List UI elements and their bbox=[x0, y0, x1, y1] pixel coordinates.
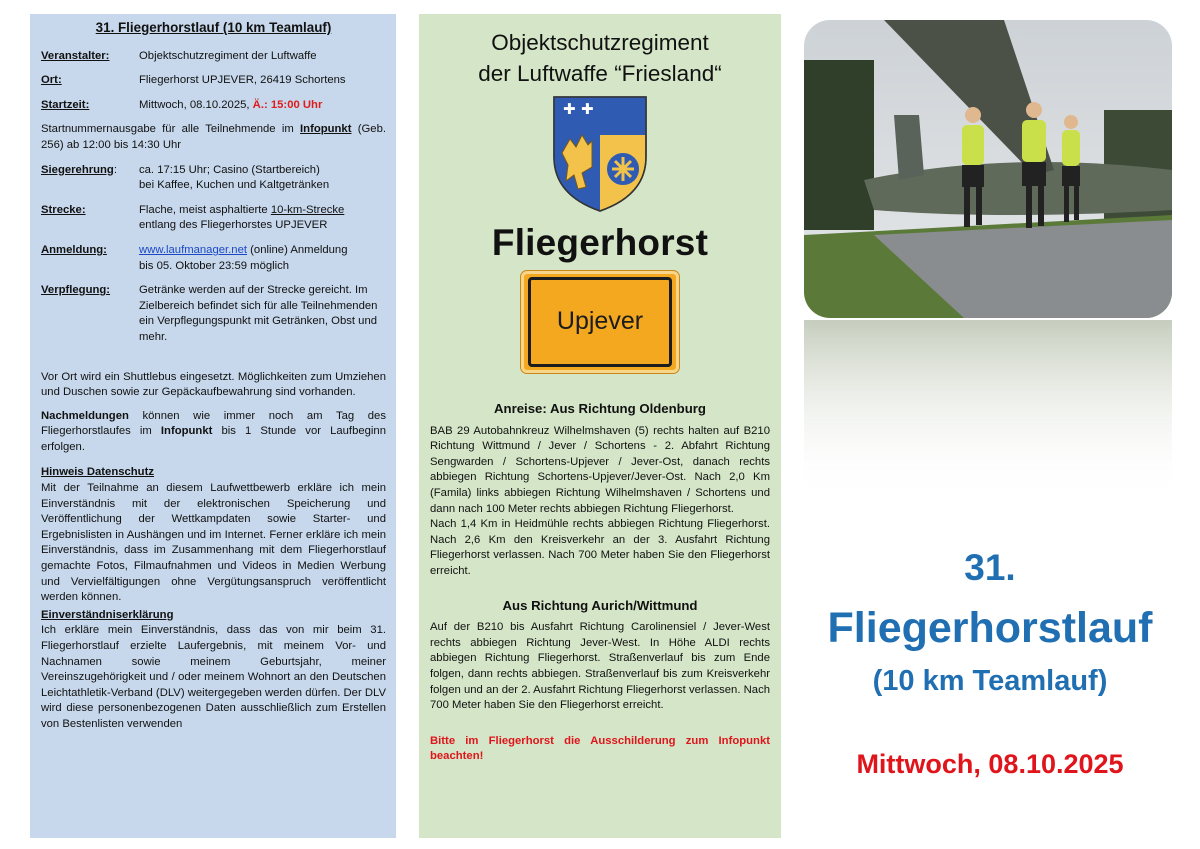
nachmeldung-infopunkt: Infopunkt bbox=[160, 425, 213, 438]
verpflegung-row bbox=[41, 283, 386, 345]
nachmeldung-post: bis 1 Stunde vor Laufbeginn erfolgen. bbox=[41, 425, 386, 453]
veranstalter-value: Objektschutzregiment der Luftwaffe bbox=[139, 49, 317, 62]
datenschutz-text: Mit der Teilnahme an diesem Laufwettbewerb erkläre ich mein Einverständnis mit der elektronischen Speicherung und Veröffentlichung der Wettkampdaten sowie Starter- und Ergebnislisten in Aushängen und im Internet. Ferner erkläre ich mein Einverständnis, dass im Zusammenhang mit dem Fliegerhorstlauf gemachte Fotos, Filmaufnahmen und Videos in Medien Werbung und Vervielfältigungen ohne Vergütungsanspruch veröffentlicht werden können. bbox=[41, 482, 386, 604]
anmeldung-value bbox=[139, 243, 386, 274]
photo-reflection-image bbox=[804, 320, 1172, 498]
event-subtitle: (10 km Teamlauf) bbox=[872, 665, 1108, 697]
strecke-distance: 10-km-Strecke bbox=[270, 203, 345, 216]
anmeldung-line1 bbox=[139, 243, 386, 259]
ort-label: Ort: bbox=[41, 74, 62, 87]
strecke-line2: entlang des Fliegerhorstes UPJEVER bbox=[139, 219, 328, 232]
infopunkt-label: Infopunkt bbox=[300, 123, 352, 136]
startzeit-label: Startzeit: bbox=[41, 98, 90, 111]
siegerehrung-line2: bei Kaffee, Kuchen und Kaltgetränken bbox=[139, 179, 330, 192]
runners-photo-image bbox=[804, 20, 1172, 318]
event-title: 31. Fliegerhorstlauf (10 km Teamlauf) bbox=[95, 20, 332, 35]
middle-panel bbox=[419, 14, 781, 838]
veranstalter-row bbox=[41, 49, 386, 65]
siegerehrung-value bbox=[139, 163, 386, 194]
ort-row bbox=[41, 73, 386, 89]
startnummer-post: (Geb. 256) ab 12:00 bis 14:30 Uhr bbox=[41, 123, 387, 151]
anreise-oldenburg-title: Anreise: Aus Richtung Oldenburg bbox=[494, 401, 706, 416]
regiment-title-line2: der Luftwaffe “Friesland“ bbox=[478, 61, 722, 86]
startnummer-text bbox=[41, 122, 386, 153]
laufmanager-link[interactable]: www.laufmanager.net bbox=[139, 243, 248, 256]
infopunkt-notice: Bitte im Fliegerhorst die Ausschilderung zum Infopunkt beachten! bbox=[430, 734, 770, 763]
ort-value: Fliegerhorst UPJEVER, 26419 Schortens bbox=[139, 74, 346, 87]
svg-text:✚: ✚ bbox=[563, 100, 576, 118]
photo-reflection bbox=[804, 320, 1172, 498]
verpflegung-label: Verpflegung: bbox=[41, 284, 111, 297]
siegerehrung-label-wrap bbox=[41, 163, 139, 194]
fliegerhorst-heading: Fliegerhorst bbox=[491, 222, 709, 263]
shuttle-text: Vor Ort wird ein Shuttlebus eingesetzt. Möglichkeiten zum Umziehen und Duschen sowie zur Gepäckaufbewahrung sind vorhanden. bbox=[41, 370, 386, 399]
nachmeldung-mid: können wie immer noch am Tag des Fliegerhorstlaufes im bbox=[41, 409, 386, 438]
edition-number: 31. bbox=[964, 547, 1016, 588]
anreise-aurich-text: Auf der B210 bis Ausfahrt Richtung Carolinensiel / Jever-West rechts abbiegen Richtung Jever-West. In Höhe ALDI rechts abbiegen Richtung Fliegerhorst. Straßenverlauf bis zum Ende folgen, dann rechts abbiegen. Straßenverlauf bis zum Kreisverkehr folgen und an der 2. Ausfahrt Richtung Fliegerhorst verlassen. Nach 700 Meter haben Sie den Fliegerhorst erreicht. bbox=[430, 621, 770, 712]
anmeldung-line2: bis 05. Oktober 23:59 möglich bbox=[139, 259, 290, 272]
anreise-aurich-title: Aus Richtung Aurich/Wittmund bbox=[502, 597, 698, 613]
strecke-value bbox=[139, 203, 386, 234]
regiment-title-line1: Objektschutzregiment bbox=[491, 30, 709, 55]
event-date: Mittwoch, 08.10.2025 bbox=[856, 749, 1124, 779]
siegerehrung-colon: : bbox=[113, 163, 117, 176]
left-panel bbox=[30, 14, 396, 838]
strecke-pre: Flache, meist asphaltierte bbox=[139, 203, 271, 216]
einverstaendnis-text: Ich erkläre mein Einverständnis, dass das von mir beim 31. Fliegerhorstlauf erzielte Laufergebnis, mit meinem Vor- und Nachnamen sowie meinem Geburtsjahr, meiner Vereinszugehörigkeit und / oder meinem Wohnort an den Deutschen Leichtathletik-Verband (DLV) weitergegeben werden dürfen. Der DLV wird diese personenbezogenen Daten ausschließlich zum Erstellen von Bestenlisten verwenden bbox=[41, 624, 386, 730]
svg-text:✚: ✚ bbox=[581, 100, 594, 118]
startzeit-value bbox=[139, 98, 386, 114]
nachmeldung-text bbox=[41, 409, 386, 456]
siegerehrung-row bbox=[41, 163, 386, 194]
datenschutz-title: Hinweis Datenschutz bbox=[41, 466, 154, 479]
anreise-oldenburg-p1: BAB 29 Autobahnkreuz Wilhelmshaven (5) rechts halten auf B210 Richtung Wittmund / Jever / Schortens - 2. Abfahrt Richtung Sengwarden / Schortens-Upjever / Jever-Ost, danach rechts abbiegen Richtung Schortens-Upjever/Jever-Ost. Nach 2,0 Km (Famila) links abbiegen Richtung Wilhelmshaven / Schortens und dann nach 100 Meter rechts abbiegen Richtung Fliegerhorst. bbox=[430, 424, 770, 515]
anmeldung-post: (online) Anmeldung bbox=[247, 243, 348, 256]
strecke-line1 bbox=[139, 203, 386, 219]
einverstaendnis-title: Einverständniserklärung bbox=[41, 608, 174, 621]
nachmeldung-bold: Nachmeldungen bbox=[41, 409, 129, 422]
anmeldung-row bbox=[41, 243, 386, 274]
event-name: Fliegerhorstlauf bbox=[827, 604, 1153, 652]
startzeit-change: Ä.: 15:00 Uhr bbox=[252, 98, 323, 111]
siegerehrung-label: Siegerehrung bbox=[41, 163, 114, 176]
startzeit-row bbox=[41, 98, 386, 114]
right-panel bbox=[800, 14, 1180, 838]
startnummer-pre: Startnummernausgabe für alle Teilnehmende im bbox=[41, 123, 301, 136]
siegerehrung-line1: ca. 17:15 Uhr; Casino (Startbereich) bbox=[139, 163, 320, 176]
town-sign-label: Upjever bbox=[556, 307, 644, 336]
strecke-label: Strecke: bbox=[41, 203, 86, 216]
coat-of-arms-icon bbox=[552, 95, 648, 213]
veranstalter-label: Veranstalter: bbox=[41, 49, 110, 62]
strecke-row bbox=[41, 203, 386, 234]
regiment-title bbox=[430, 27, 770, 89]
anmeldung-label: Anmeldung: bbox=[41, 243, 107, 256]
anreise-oldenburg-p2: Nach 1,4 Km in Heidmühle rechts abbiegen Richtung Fliegerhorst. Nach 2,6 Km den Kreisverkehr an der 3. Ausfahrt Richtung Fliegerhorst verlassen. Nach 700 Meter haben Sie den Fliegerhorst erreicht. bbox=[430, 518, 770, 577]
town-sign bbox=[521, 271, 679, 373]
verpflegung-value: Getränke werden auf der Strecke gereicht. Im Zielbereich befindet sich für alle Teilnehmenden ein Verpflegungspunkt mit Getränken, Obst und mehr. bbox=[139, 284, 378, 343]
runners-photo bbox=[804, 20, 1172, 318]
startzeit-date: Mittwoch, 08.10.2025, bbox=[139, 98, 253, 111]
town-sign-inner bbox=[528, 277, 672, 367]
